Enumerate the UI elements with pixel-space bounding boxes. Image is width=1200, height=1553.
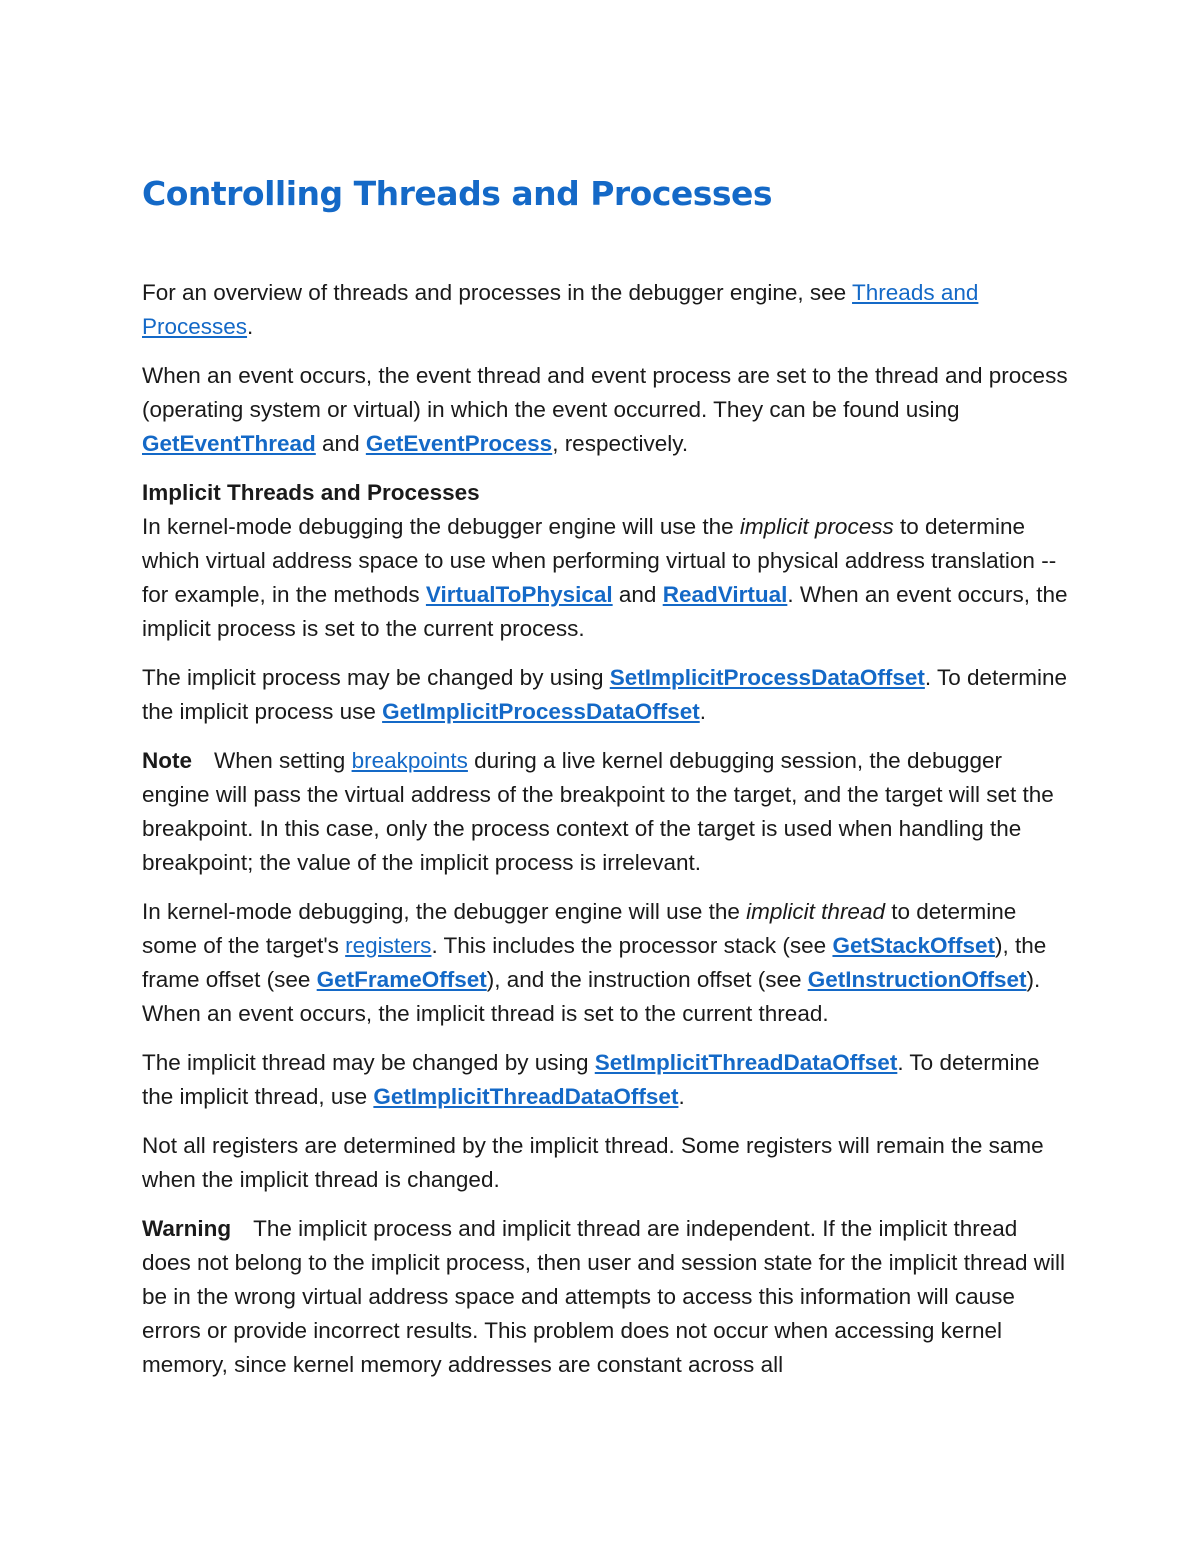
set-implicit-thread-data-offset-link[interactable]: SetImplicitThreadDataOffset <box>594 1050 898 1075</box>
implicit-thread-term: implicit thread <box>746 899 885 924</box>
set-implicit-process-data-offset-link[interactable]: SetImplicitProcessDataOffset <box>609 665 925 690</box>
change-thread-text-2: . To determine the implicit thread, use <box>142 1050 1040 1109</box>
note-text: When setting <box>214 748 352 773</box>
implicit-thread-change-paragraph <box>142 1046 1072 1114</box>
get-event-process-link[interactable]: GetEventProcess <box>365 431 553 456</box>
read-virtual-link[interactable]: ReadVirtual <box>662 582 788 607</box>
get-instruction-offset-link[interactable]: GetInstructionOffset <box>807 967 1027 992</box>
event-text: When an event occurs, the event thread and event process are set to the thread and process (operating system or virtual) in which the event occurred. They can be found using <box>142 363 1068 422</box>
breakpoints-link[interactable]: breakpoints <box>351 748 468 773</box>
implicit-thread-text-4: ), the frame offset (see <box>142 933 1047 992</box>
implicit-process-change-paragraph <box>142 661 1072 729</box>
warning-text: The implicit process and implicit thread are independent. If the implicit thread does not belong to the implicit process, then user and session state for the implicit thread will be in the wrong virtual address space and attempts to access this information will cause errors or provide incorrect results. This problem does not occur when accessing kernel memory, since kernel memory addresses are constant across all <box>142 1216 1065 1377</box>
get-stack-offset-link[interactable]: GetStackOffset <box>832 933 996 958</box>
note-paragraph <box>142 744 1072 880</box>
threads-and-processes-link[interactable]: Threads and Processes <box>142 280 979 339</box>
change-thread-text-end: . <box>678 1084 685 1109</box>
implicit-thread-text-5: ), and the instruction offset (see <box>486 967 808 992</box>
registers-link[interactable]: registers <box>345 933 432 958</box>
change-process-text-2: . To determine the implicit process use <box>142 665 1068 724</box>
implicit-process-text-2: to determine which virtual address space to use when performing virtual to physical address translation -- for example, in the methods <box>142 514 1057 607</box>
event-text-end: , respectively. <box>552 431 689 456</box>
change-process-text-end: . <box>699 699 706 724</box>
implicit-thread-text-3: . This includes the processor stack (see <box>431 933 833 958</box>
event-text-and: and <box>315 431 366 456</box>
implicit-process-text-end: . When an event occurs, the implicit process is set to the current process. <box>142 582 1068 641</box>
get-implicit-process-data-offset-link[interactable]: GetImplicitProcessDataOffset <box>382 699 700 724</box>
implicit-section <box>142 476 1072 646</box>
virtual-to-physical-link[interactable]: VirtualToPhysical <box>425 582 613 607</box>
implicit-thread-paragraph <box>142 895 1072 1031</box>
event-paragraph <box>142 359 1072 461</box>
get-frame-offset-link[interactable]: GetFrameOffset <box>316 967 487 992</box>
get-event-thread-link[interactable]: GetEventThread <box>142 431 316 456</box>
implicit-process-text: In kernel-mode debugging the debugger engine will use the <box>142 514 740 539</box>
note-label: Note <box>142 748 192 773</box>
get-implicit-thread-data-offset-link[interactable]: GetImplicitThreadDataOffset <box>373 1084 679 1109</box>
overview-paragraph <box>142 276 1072 344</box>
warning-label: Warning <box>142 1216 232 1241</box>
change-process-text: The implicit process may be changed by using <box>142 665 610 690</box>
change-thread-text: The implicit thread may be changed by using <box>142 1050 595 1075</box>
implicit-process-term: implicit process <box>739 514 894 539</box>
section-heading: Implicit Threads and Processes <box>142 480 480 505</box>
overview-text-end: . <box>247 314 254 339</box>
warning-paragraph <box>142 1212 1072 1382</box>
implicit-thread-text-end: ). When an event occurs, the implicit thread is set to the current thread. <box>142 967 1041 1026</box>
implicit-thread-text-2: to determine some of the target's <box>142 899 1017 958</box>
implicit-thread-text: In kernel-mode debugging, the debugger engine will use the <box>142 899 747 924</box>
registers-note-paragraph: Not all registers are determined by the implicit thread. Some registers will remain the same when the implicit thread is changed. <box>142 1133 1044 1192</box>
note-text-2: during a live kernel debugging session, the debugger engine will pass the virtual address of the breakpoint to the target, and the target will set the breakpoint. In this case, only the process context of the target is used when handling the breakpoint; the value of the implicit process is irrelevant. <box>142 748 1054 875</box>
overview-text: For an overview of threads and processes in the debugger engine, see <box>142 280 853 305</box>
implicit-process-text-and: and <box>612 582 663 607</box>
document-page <box>142 168 1072 1397</box>
page-title: Controlling Threads and Processes <box>142 174 773 213</box>
